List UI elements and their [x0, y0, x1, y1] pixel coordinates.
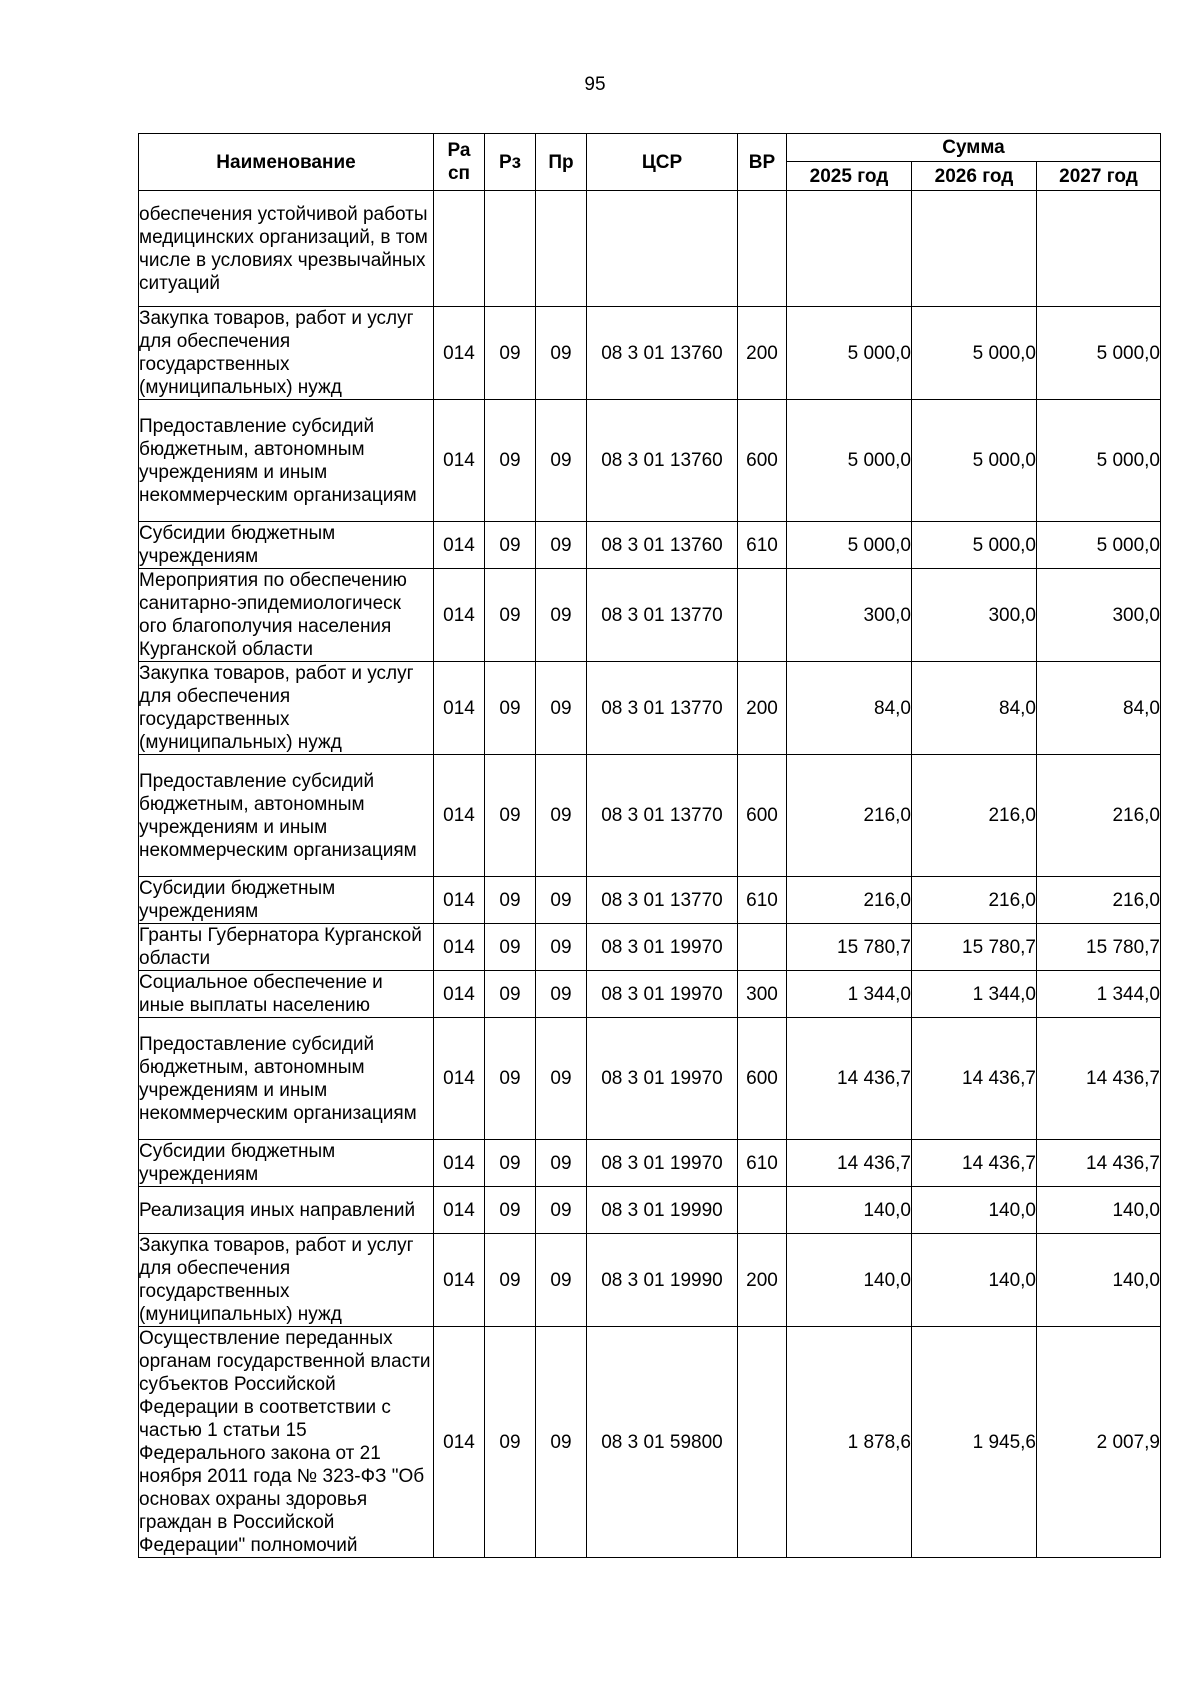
- row-rz: 09: [485, 522, 536, 569]
- row-sum-2026: 15 780,7: [912, 924, 1037, 971]
- row-vr: [738, 191, 787, 307]
- header-2027: 2027 год: [1037, 162, 1161, 191]
- row-rz: 09: [485, 1327, 536, 1558]
- table-row: [139, 1234, 1161, 1327]
- row-sum-2026: 5 000,0: [912, 522, 1037, 569]
- row-name: Закупка товаров, работ и услуг для обеспечения государственных (муниципальных) нужд: [139, 1234, 434, 1327]
- row-pr: 09: [536, 755, 587, 877]
- row-rasp: 014: [434, 971, 485, 1018]
- row-sum-2027: 140,0: [1037, 1187, 1161, 1234]
- row-pr: 09: [536, 400, 587, 522]
- row-pr: 09: [536, 1140, 587, 1187]
- row-sum-2025: 216,0: [787, 755, 912, 877]
- table-row: [139, 1327, 1161, 1558]
- row-vr: 200: [738, 1234, 787, 1327]
- row-name: Гранты Губернатора Курганской области: [139, 924, 434, 971]
- row-sum-2025: 140,0: [787, 1234, 912, 1327]
- row-sum-2026: 1 945,6: [912, 1327, 1037, 1558]
- row-pr: 09: [536, 877, 587, 924]
- row-sum-2026: 14 436,7: [912, 1140, 1037, 1187]
- row-pr: 09: [536, 971, 587, 1018]
- row-sum-2026: 140,0: [912, 1187, 1037, 1234]
- table-row: [139, 307, 1161, 400]
- row-name: Реализация иных направлений: [139, 1187, 434, 1234]
- row-vr: [738, 1327, 787, 1558]
- row-csr: 08 3 01 13760: [587, 400, 738, 522]
- row-rz: 09: [485, 1018, 536, 1140]
- header-2026: 2026 год: [912, 162, 1037, 191]
- row-vr: 610: [738, 522, 787, 569]
- row-csr: 08 3 01 19970: [587, 1140, 738, 1187]
- header-csr: ЦСР: [587, 134, 738, 191]
- header-rz: Рз: [485, 134, 536, 191]
- row-name: Закупка товаров, работ и услуг для обеспечения государственных (муниципальных) нужд: [139, 307, 434, 400]
- row-rz: 09: [485, 569, 536, 662]
- budget-table: [138, 133, 1161, 1558]
- row-pr: 09: [536, 569, 587, 662]
- row-sum-2027: 216,0: [1037, 877, 1161, 924]
- row-rasp: 014: [434, 1327, 485, 1558]
- row-rasp: 014: [434, 755, 485, 877]
- table-row: [139, 191, 1161, 307]
- row-rasp: 014: [434, 924, 485, 971]
- header-2025: 2025 год: [787, 162, 912, 191]
- row-vr: 610: [738, 877, 787, 924]
- row-csr: 08 3 01 13770: [587, 877, 738, 924]
- row-rz: 09: [485, 877, 536, 924]
- row-sum-2025: 140,0: [787, 1187, 912, 1234]
- row-name: Социальное обеспечение и иные выплаты населению: [139, 971, 434, 1018]
- row-sum-2025: 300,0: [787, 569, 912, 662]
- row-sum-2026: 5 000,0: [912, 400, 1037, 522]
- row-sum-2025: 1 344,0: [787, 971, 912, 1018]
- row-sum-2026: 140,0: [912, 1234, 1037, 1327]
- row-name: Предоставление субсидий бюджетным, автономным учреждениям и иным некоммерческим организациям: [139, 1018, 434, 1140]
- row-rz: 09: [485, 400, 536, 522]
- row-rasp: 014: [434, 1140, 485, 1187]
- row-sum-2027: 140,0: [1037, 1234, 1161, 1327]
- row-rz: 09: [485, 971, 536, 1018]
- row-name: Субсидии бюджетным учреждениям: [139, 522, 434, 569]
- row-csr: [587, 191, 738, 307]
- row-csr: 08 3 01 13770: [587, 755, 738, 877]
- row-csr: 08 3 01 19990: [587, 1187, 738, 1234]
- row-vr: 600: [738, 400, 787, 522]
- row-rz: 09: [485, 924, 536, 971]
- header-sum: Сумма: [787, 134, 1161, 162]
- row-sum-2026: 216,0: [912, 877, 1037, 924]
- row-vr: 200: [738, 662, 787, 755]
- row-sum-2025: 5 000,0: [787, 522, 912, 569]
- row-rasp: 014: [434, 1234, 485, 1327]
- row-pr: 09: [536, 924, 587, 971]
- table-row: [139, 522, 1161, 569]
- row-sum-2025: 5 000,0: [787, 307, 912, 400]
- row-sum-2027: 2 007,9: [1037, 1327, 1161, 1558]
- row-vr: 600: [738, 755, 787, 877]
- row-sum-2025: [787, 191, 912, 307]
- row-csr: 08 3 01 13760: [587, 522, 738, 569]
- row-sum-2026: 84,0: [912, 662, 1037, 755]
- row-pr: 09: [536, 522, 587, 569]
- row-name: Предоставление субсидий бюджетным, автономным учреждениям и иным некоммерческим организациям: [139, 755, 434, 877]
- row-vr: 200: [738, 307, 787, 400]
- row-rz: [485, 191, 536, 307]
- row-rz: 09: [485, 307, 536, 400]
- row-vr: 610: [738, 1140, 787, 1187]
- row-rz: 09: [485, 1234, 536, 1327]
- row-rasp: 014: [434, 569, 485, 662]
- row-sum-2025: 14 436,7: [787, 1140, 912, 1187]
- row-sum-2027: 84,0: [1037, 662, 1161, 755]
- row-sum-2025: 84,0: [787, 662, 912, 755]
- row-pr: 09: [536, 662, 587, 755]
- row-sum-2025: 216,0: [787, 877, 912, 924]
- row-sum-2025: 15 780,7: [787, 924, 912, 971]
- table-row: [139, 971, 1161, 1018]
- row-sum-2027: [1037, 191, 1161, 307]
- table-row: [139, 662, 1161, 755]
- row-sum-2027: 15 780,7: [1037, 924, 1161, 971]
- row-name: Мероприятия по обеспечению санитарно-эпидемиологическ ого благополучия населения Курганской области: [139, 569, 434, 662]
- row-sum-2027: 5 000,0: [1037, 307, 1161, 400]
- row-csr: 08 3 01 19970: [587, 1018, 738, 1140]
- row-sum-2025: 1 878,6: [787, 1327, 912, 1558]
- row-sum-2027: 5 000,0: [1037, 400, 1161, 522]
- row-vr: 300: [738, 971, 787, 1018]
- row-vr: 600: [738, 1018, 787, 1140]
- row-sum-2025: 14 436,7: [787, 1018, 912, 1140]
- table-row: [139, 569, 1161, 662]
- row-sum-2027: 14 436,7: [1037, 1140, 1161, 1187]
- row-rasp: [434, 191, 485, 307]
- row-pr: 09: [536, 307, 587, 400]
- table-row: [139, 755, 1161, 877]
- row-rasp: 014: [434, 522, 485, 569]
- row-sum-2027: 14 436,7: [1037, 1018, 1161, 1140]
- row-rasp: 014: [434, 1187, 485, 1234]
- row-rasp: 014: [434, 400, 485, 522]
- row-csr: 08 3 01 13770: [587, 662, 738, 755]
- row-rasp: 014: [434, 1018, 485, 1140]
- row-rasp: 014: [434, 877, 485, 924]
- page-number: 95: [584, 74, 606, 95]
- row-rz: 09: [485, 755, 536, 877]
- row-pr: [536, 191, 587, 307]
- table-row: [139, 1140, 1161, 1187]
- header-pr: Пр: [536, 134, 587, 191]
- row-rz: 09: [485, 1140, 536, 1187]
- table-row: [139, 1018, 1161, 1140]
- row-name: обеспечения устойчивой работы медицинских организаций, в том числе в условиях чрезвычайных ситуаций: [139, 191, 434, 307]
- row-sum-2027: 1 344,0: [1037, 971, 1161, 1018]
- row-pr: 09: [536, 1327, 587, 1558]
- row-csr: 08 3 01 59800: [587, 1327, 738, 1558]
- row-pr: 09: [536, 1018, 587, 1140]
- row-sum-2027: 5 000,0: [1037, 522, 1161, 569]
- row-pr: 09: [536, 1187, 587, 1234]
- row-sum-2027: 216,0: [1037, 755, 1161, 877]
- row-pr: 09: [536, 1234, 587, 1327]
- row-name: Предоставление субсидий бюджетным, автономным учреждениям и иным некоммерческим организациям: [139, 400, 434, 522]
- row-csr: 08 3 01 13770: [587, 569, 738, 662]
- row-sum-2026: 1 344,0: [912, 971, 1037, 1018]
- row-csr: 08 3 01 19970: [587, 971, 738, 1018]
- row-name: Осуществление переданных органам государственной власти субъектов Российской Федерации в соответствии с частью 1 статьи 15 Федерального закона от 21 ноября 2011 года № 323-ФЗ "Об основах охраны здоровья граждан в Российской Федерации" полномочий: [139, 1327, 434, 1558]
- row-name: Субсидии бюджетным учреждениям: [139, 1140, 434, 1187]
- row-sum-2026: 216,0: [912, 755, 1037, 877]
- table-row: [139, 1187, 1161, 1234]
- row-sum-2027: 300,0: [1037, 569, 1161, 662]
- row-sum-2025: 5 000,0: [787, 400, 912, 522]
- table-row: [139, 924, 1161, 971]
- row-sum-2026: 14 436,7: [912, 1018, 1037, 1140]
- row-rz: 09: [485, 662, 536, 755]
- row-sum-2026: 300,0: [912, 569, 1037, 662]
- header-vr: ВР: [738, 134, 787, 191]
- row-name: Закупка товаров, работ и услуг для обеспечения государственных (муниципальных) нужд: [139, 662, 434, 755]
- row-csr: 08 3 01 13760: [587, 307, 738, 400]
- row-csr: 08 3 01 19990: [587, 1234, 738, 1327]
- table-body: [139, 191, 1161, 1558]
- header-name: Наименование: [139, 134, 434, 191]
- table-row: [139, 877, 1161, 924]
- row-csr: 08 3 01 19970: [587, 924, 738, 971]
- row-rasp: 014: [434, 662, 485, 755]
- row-name: Субсидии бюджетным учреждениям: [139, 877, 434, 924]
- row-sum-2026: 5 000,0: [912, 307, 1037, 400]
- row-vr: [738, 924, 787, 971]
- row-vr: [738, 1187, 787, 1234]
- row-rasp: 014: [434, 307, 485, 400]
- row-vr: [738, 569, 787, 662]
- header-rasp: Ра сп: [434, 134, 485, 191]
- row-sum-2026: [912, 191, 1037, 307]
- row-rz: 09: [485, 1187, 536, 1234]
- table-row: [139, 400, 1161, 522]
